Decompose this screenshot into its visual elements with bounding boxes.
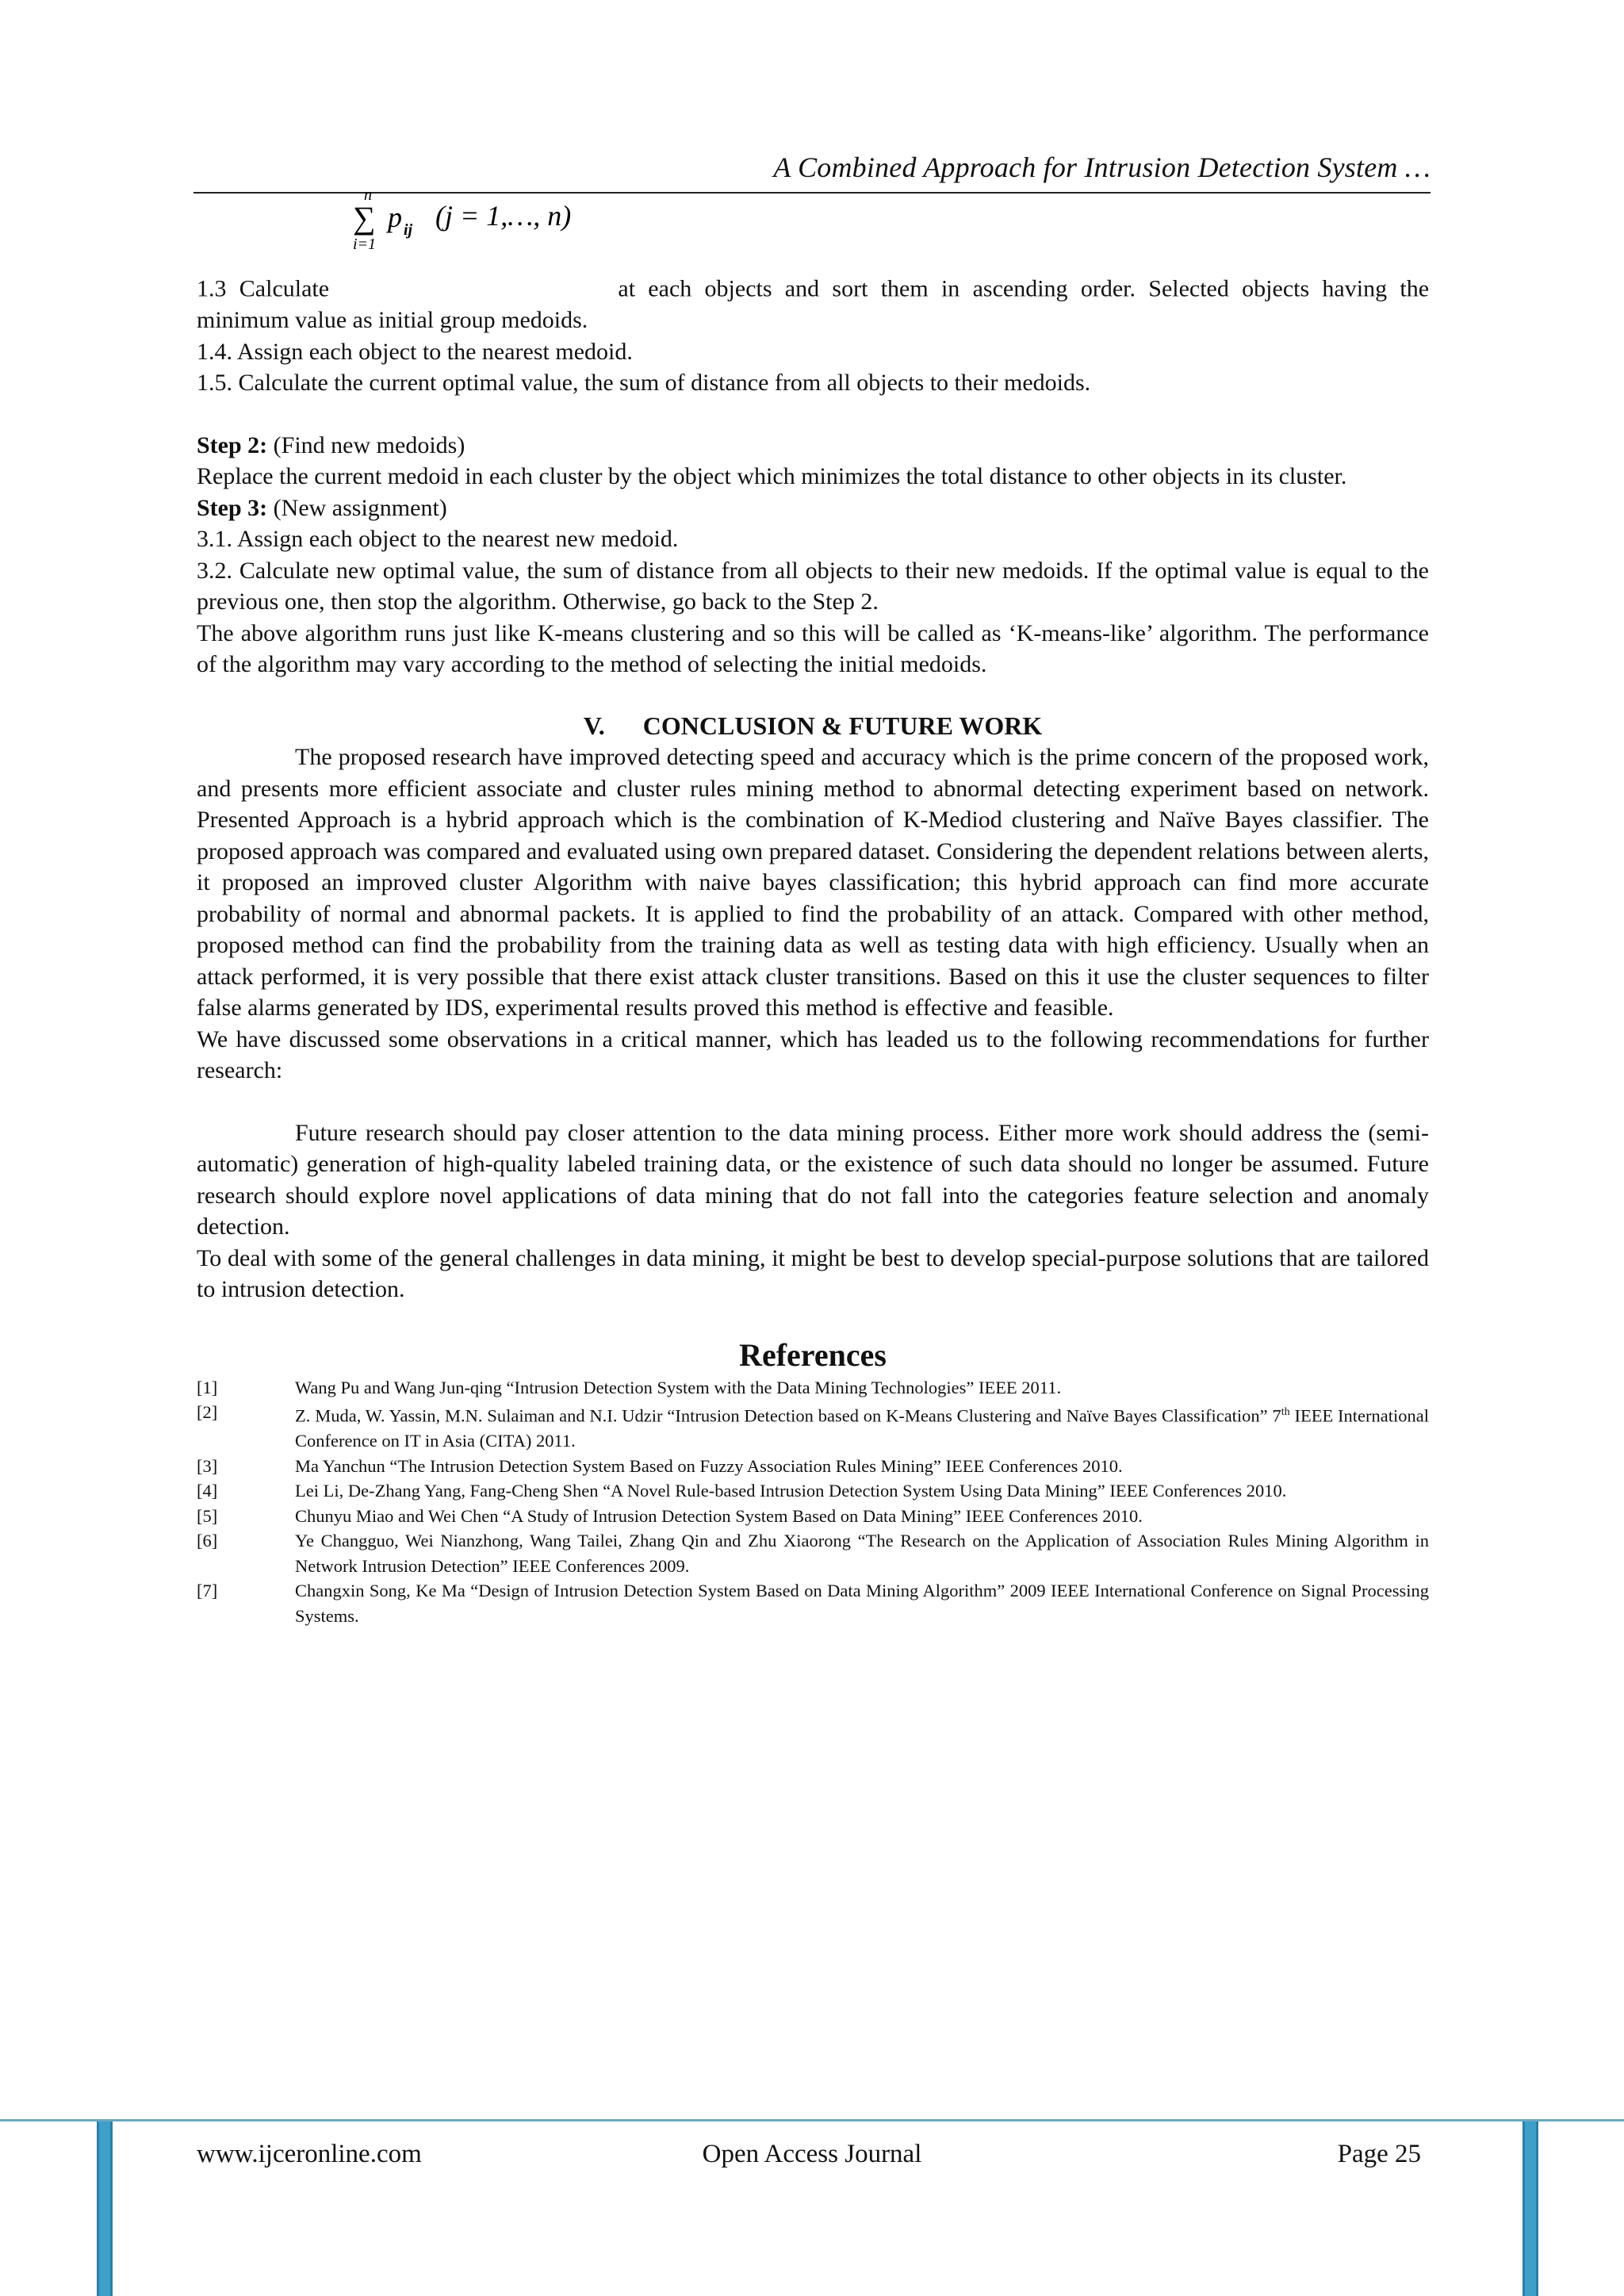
formula-expr: p bbox=[388, 201, 403, 233]
step-3-heading bbox=[197, 493, 1429, 524]
step-3-title: (New assignment) bbox=[267, 494, 447, 521]
conclusion-paragraph-2: We have discussed some observations in a critical manner, which has leaded us to the following recommendations for further research: bbox=[197, 1025, 1429, 1083]
reference-text: Changxin Song, Ke Ma “Design of Intrusion Detection System Based on Data Mining Algorithm” 2009 IEEE International Conference on Signal Processing Systems. bbox=[295, 1581, 1429, 1626]
summation-formula-graphic bbox=[348, 182, 610, 270]
running-title: A Combined Approach for Intrusion Detection System … bbox=[773, 151, 1431, 183]
step-3-label: Step 3: bbox=[197, 494, 268, 521]
footer-website-link[interactable]: www.ijceronline.com bbox=[197, 2140, 422, 2168]
reference-number: [7] bbox=[197, 1581, 218, 1600]
reference-item bbox=[197, 1454, 1429, 1479]
reference-text: Ma Yanchun “The Intrusion Detection System Based on Fuzzy Association Rules Mining” IEEE Conferences 2010. bbox=[295, 1455, 1123, 1476]
calc-suffix: at each objects and sort them in ascending order. Selected objects having the minimum value as initial group medoids. bbox=[197, 275, 1430, 333]
reference-item bbox=[197, 1478, 1429, 1504]
footer-journal: Open Access Journal bbox=[702, 2140, 922, 2168]
article-body bbox=[197, 186, 1430, 1628]
formula-sub: ij bbox=[404, 221, 413, 239]
reference-number: [3] bbox=[197, 1455, 218, 1476]
conclusion-paragraph-3: Future research should pay closer attention to the data mining process. Either more work should address the (semi-automatic) generation of high-quality labeled training data, or the existence of such data should no longer be assumed. Future research should explore novel applications of data mining that do not fall into the categories feature selection and anomaly detection. bbox=[197, 1119, 1429, 1240]
reference-text: Chunyu Miao and Wei Chen “A Study of Intrusion Detection System Based on Data Mining” IEEE Conferences 2010. bbox=[295, 1505, 1143, 1526]
calc-prefix: 1.3 Calculate bbox=[197, 275, 330, 302]
step-2-label: Step 2: bbox=[197, 431, 268, 458]
reference-number: [6] bbox=[197, 1531, 218, 1550]
reference-item bbox=[197, 1375, 1429, 1401]
section-heading-conclusion: V. CONCLUSION & FUTURE WORK bbox=[583, 711, 1043, 740]
step-1-3 bbox=[197, 186, 1430, 336]
reference-item bbox=[197, 1528, 1429, 1578]
footer-page-number: Page 25 bbox=[1337, 2140, 1421, 2168]
reference-text: Wang Pu and Wang Jun-qing “Intrusion Detection System with the Data Mining Technologies” IEEE 2011. bbox=[295, 1377, 1062, 1397]
reference-number: [2] bbox=[197, 1402, 218, 1422]
reference-number: [5] bbox=[197, 1505, 218, 1526]
conclusion-paragraph-4: To deal with some of the general challenges in data mining, it might be best to develop special-purpose solutions that are tailored to intrusion detection. bbox=[197, 1244, 1429, 1302]
reference-text: Ye Changguo, Wei Nianzhong, Wang Tailei, Zhang Qin and Zhu Xiaorong “The Research on the Application of Association Rules Mining Algorithm in Network Intrusion Detection” IEEE Conferences 2009. bbox=[295, 1531, 1429, 1576]
conclusion-paragraph-1: The proposed research have improved detecting speed and accuracy which is the prime concern of the proposed work, and presents more efficient associate and cluster rules mining method to abnormal detecting experiment based on network. Presented Approach is a hybrid approach which is the combination of K-Mediod clustering and Naïve Bayes classifier. The proposed approach was compared and evaluated using own prepared dataset. Considering the dependent relations between alerts, it proposed an improved cluster Algorithm with naive bayes classification; this hybrid approach can find more accurate probability of normal and abnormal packets. It is applied to find the probability of an attack. Compared with other method, proposed method can find the probability from the training data as well as testing data with high efficiency. Usually when an attack performed, it is very possible that there exist attack cluster transitions. Based on this it use the cluster sequences to filter false alarms generated by IDS, experimental results proved this method is effective and feasible. bbox=[197, 744, 1429, 1021]
footer-divider bbox=[0, 2119, 1624, 2122]
reference-text: Lei Li, De-Zhang Yang, Fang-Cheng Shen “A Novel Rule-based Intrusion Detection System Using Data Mining” IEEE Conferences 2010. bbox=[295, 1481, 1287, 1501]
formula-range: (j = 1,…, n) bbox=[435, 200, 572, 232]
sum-sign: ∑ bbox=[353, 200, 376, 236]
step-3-1: 3.1. Assign each object to the nearest new medoid. bbox=[197, 526, 679, 552]
reference-list bbox=[197, 1375, 1429, 1629]
step-1-5: 1.5. Calculate the current optimal value, the sum of distance from all objects to their medoids. bbox=[197, 370, 1091, 396]
reference-number: [1] bbox=[197, 1377, 218, 1397]
step-1-4: 1.4. Assign each object to the nearest medoid. bbox=[197, 338, 633, 365]
references-heading: References bbox=[739, 1336, 887, 1373]
sum-upper-limit: n bbox=[364, 186, 373, 204]
step-2-text: Replace the current medoid in each cluster by the object which minimizes the total distance to other objects in its cluster. bbox=[197, 463, 1347, 489]
step-2-title: (Find new medoids) bbox=[267, 431, 465, 458]
reference-item bbox=[197, 1578, 1429, 1628]
algorithm-note: The above algorithm runs just like K-means clustering and so this will be called as ‘K-means-like’ algorithm. The performance of the algorithm may vary according to the method of selecting the initial medoids. bbox=[197, 619, 1429, 677]
reference-item bbox=[197, 1504, 1429, 1529]
sum-lower-limit: i=1 bbox=[353, 236, 377, 253]
step-3-2: 3.2. Calculate new optimal value, the sum of distance from all objects to their new medoids. If the optimal value is equal to the previous one, then stop the algorithm. Otherwise, go back to the Step 2. bbox=[197, 557, 1429, 615]
reference-text: Z. Muda, W. Yassin, M.N. Sulaiman and N.I. Udzir “Intrusion Detection based on K-Means Clustering and Naïve Bayes Classification” 7th IEEE International Conference on IT in Asia (CITA) 2011. bbox=[295, 1405, 1429, 1451]
reference-item bbox=[197, 1400, 1429, 1454]
reference-number: [4] bbox=[197, 1481, 218, 1501]
summation-formula bbox=[348, 186, 610, 305]
step-2-heading bbox=[197, 430, 1429, 462]
